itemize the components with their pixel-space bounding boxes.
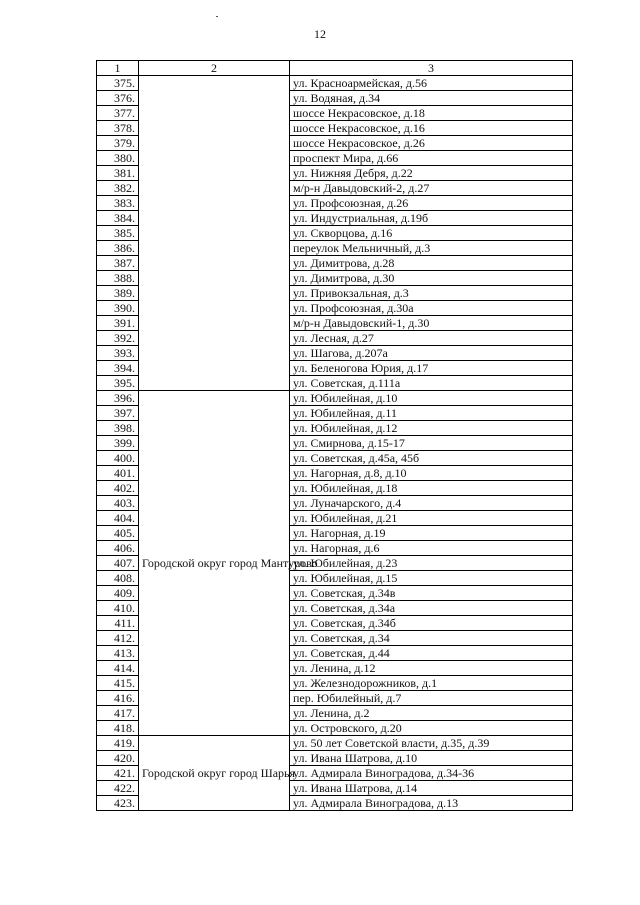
address-cell: шоссе Некрасовское, д.18 xyxy=(290,106,573,121)
address-cell: ул. Беленогова Юрия, д.17 xyxy=(290,361,573,376)
address-cell: ул. Советская, д.111а xyxy=(290,376,573,391)
row-number: 419. xyxy=(97,736,139,751)
address-cell: ул. Привокзальная, д.3 xyxy=(290,286,573,301)
table-row xyxy=(97,736,573,751)
row-number: 380. xyxy=(97,151,139,166)
row-number: 400. xyxy=(97,451,139,466)
address-cell: ул. Юбилейная, д.21 xyxy=(290,511,573,526)
row-number: 413. xyxy=(97,646,139,661)
address-cell: ул. Адмирала Виноградова, д.13 xyxy=(290,796,573,811)
row-number: 410. xyxy=(97,601,139,616)
address-cell: ул. Красноармейская, д.56 xyxy=(290,76,573,91)
row-number: 404. xyxy=(97,511,139,526)
address-cell: пер. Юбилейный, д.7 xyxy=(290,691,573,706)
table-body xyxy=(97,76,573,811)
row-number: 385. xyxy=(97,226,139,241)
address-cell: ул. Советская, д.34а xyxy=(290,601,573,616)
row-number: 390. xyxy=(97,301,139,316)
address-cell: ул. Юбилейная, д.23 xyxy=(290,556,573,571)
row-number: 407. xyxy=(97,556,139,571)
row-number: 381. xyxy=(97,166,139,181)
address-cell: ул. Индустриальная, д.19б xyxy=(290,211,573,226)
address-cell: переулок Мельничный, д.3 xyxy=(290,241,573,256)
column-header-district: 2 xyxy=(139,61,290,76)
address-cell: ул. 50 лет Советской власти, д.35, д.39 xyxy=(290,736,573,751)
table-header-row xyxy=(97,61,573,76)
address-cell: ул. Смирнова, д.15-17 xyxy=(290,436,573,451)
address-cell: ул. Юбилейная, д.11 xyxy=(290,406,573,421)
row-number: 376. xyxy=(97,91,139,106)
row-number: 386. xyxy=(97,241,139,256)
row-number: 397. xyxy=(97,406,139,421)
address-cell: ул. Ленина, д.12 xyxy=(290,661,573,676)
row-number: 399. xyxy=(97,436,139,451)
row-number: 422. xyxy=(97,781,139,796)
row-number: 387. xyxy=(97,256,139,271)
row-number: 379. xyxy=(97,136,139,151)
address-cell: ул. Скворцова, д.16 xyxy=(290,226,573,241)
address-cell: ул. Ивана Шатрова, д.10 xyxy=(290,751,573,766)
row-number: 421. xyxy=(97,766,139,781)
address-cell: ул. Димитрова, д.30 xyxy=(290,271,573,286)
address-cell: ул. Юбилейная, д.12 xyxy=(290,421,573,436)
address-cell: ул. Профсоюзная, д.30а xyxy=(290,301,573,316)
row-number: 406. xyxy=(97,541,139,556)
address-cell: м/р-н Давыдовский-2, д.27 xyxy=(290,181,573,196)
address-cell: ул. Адмирала Виноградова, д.34-36 xyxy=(290,766,573,781)
row-number: 411. xyxy=(97,616,139,631)
address-cell: ул. Димитрова, д.28 xyxy=(290,256,573,271)
row-number: 418. xyxy=(97,721,139,736)
row-number: 391. xyxy=(97,316,139,331)
row-number: 416. xyxy=(97,691,139,706)
row-number: 377. xyxy=(97,106,139,121)
row-number: 375. xyxy=(97,76,139,91)
column-header-address: 3 xyxy=(290,61,573,76)
row-number: 403. xyxy=(97,496,139,511)
address-cell: ул. Ленина, д.2 xyxy=(290,706,573,721)
row-number: 389. xyxy=(97,286,139,301)
address-cell: проспект Мира, д.66 xyxy=(290,151,573,166)
row-number: 409. xyxy=(97,586,139,601)
table-row xyxy=(97,391,573,406)
address-cell: ул. Островского, д.20 xyxy=(290,721,573,736)
row-number: 384. xyxy=(97,211,139,226)
district-cell xyxy=(139,76,290,391)
row-number: 414. xyxy=(97,661,139,676)
column-header-number: 1 xyxy=(97,61,139,76)
address-cell: ул. Нагорная, д.19 xyxy=(290,526,573,541)
address-cell: ул. Нагорная, д.8, д.10 xyxy=(290,466,573,481)
row-number: 396. xyxy=(97,391,139,406)
address-cell: ул. Советская, д.34в xyxy=(290,586,573,601)
row-number: 398. xyxy=(97,421,139,436)
address-cell: ул. Лесная, д.27 xyxy=(290,331,573,346)
row-number: 417. xyxy=(97,706,139,721)
address-cell: ул. Советская, д.34 xyxy=(290,631,573,646)
row-number: 415. xyxy=(97,676,139,691)
address-cell: ул. Советская, д.44 xyxy=(290,646,573,661)
district-cell: Городской округ город Шарья xyxy=(139,736,290,811)
address-cell: ул. Ивана Шатрова, д.14 xyxy=(290,781,573,796)
address-cell: ул. Юбилейная, д.10 xyxy=(290,391,573,406)
scan-speck xyxy=(216,16,218,17)
row-number: 401. xyxy=(97,466,139,481)
address-cell: ул. Юбилейная, д.15 xyxy=(290,571,573,586)
district-cell: Городской округ город Мантурово xyxy=(139,391,290,736)
address-cell: ул. Нагорная, д.6 xyxy=(290,541,573,556)
address-cell: ул. Советская, д.45а, 45б xyxy=(290,451,573,466)
row-number: 394. xyxy=(97,361,139,376)
row-number: 420. xyxy=(97,751,139,766)
address-cell: шоссе Некрасовское, д.26 xyxy=(290,136,573,151)
address-cell: ул. Шагова, д.207а xyxy=(290,346,573,361)
row-number: 423. xyxy=(97,796,139,811)
address-cell: ул. Луначарского, д.4 xyxy=(290,496,573,511)
row-number: 395. xyxy=(97,376,139,391)
row-number: 378. xyxy=(97,121,139,136)
row-number: 382. xyxy=(97,181,139,196)
row-number: 412. xyxy=(97,631,139,646)
address-cell: ул. Юбилейная, д.18 xyxy=(290,481,573,496)
row-number: 388. xyxy=(97,271,139,286)
address-cell: ул. Нижняя Дебря, д.22 xyxy=(290,166,573,181)
page-number: 12 xyxy=(314,27,326,41)
address-cell: ул. Водяная, д.34 xyxy=(290,91,573,106)
row-number: 408. xyxy=(97,571,139,586)
row-number: 393. xyxy=(97,346,139,361)
address-cell: ул. Советская, д.34б xyxy=(290,616,573,631)
table-row xyxy=(97,76,573,91)
address-cell: ул. Профсоюзная, д.26 xyxy=(290,196,573,211)
address-cell: шоссе Некрасовское, д.16 xyxy=(290,121,573,136)
address-cell: м/р-н Давыдовский-1, д.30 xyxy=(290,316,573,331)
row-number: 392. xyxy=(97,331,139,346)
row-number: 383. xyxy=(97,196,139,211)
row-number: 405. xyxy=(97,526,139,541)
addresses-table xyxy=(96,60,573,811)
address-cell: ул. Железнодорожников, д.1 xyxy=(290,676,573,691)
row-number: 402. xyxy=(97,481,139,496)
